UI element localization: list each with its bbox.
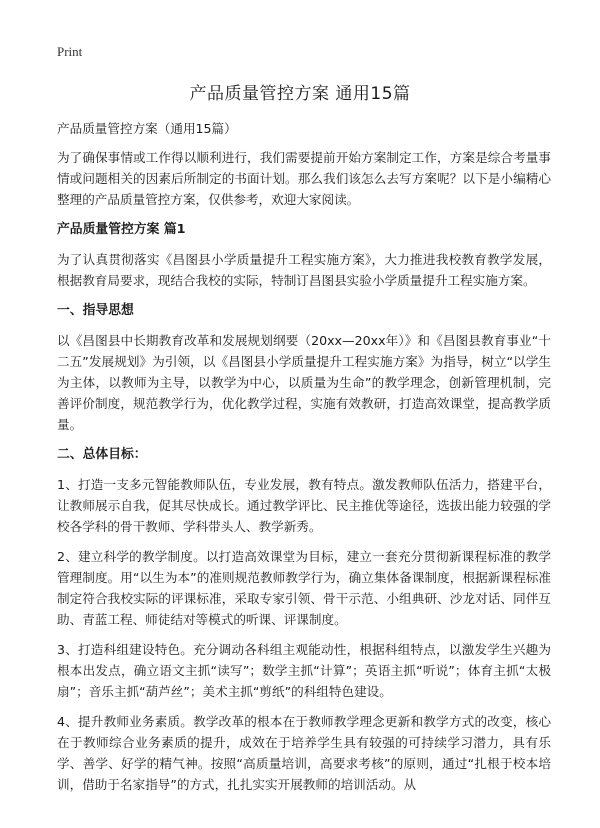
heading-overall-goals: 二、总体目标： xyxy=(57,447,147,462)
section-intro-paragraph: 为了认真贯彻落实《昌图县小学质量提升工程实施方案》，大力推进我校教育教学发展，根据教育局要求，现结合我校的实际，特制订昌图县实验小学质量提升工程实施方案。 xyxy=(57,252,551,288)
document-body xyxy=(57,118,551,804)
guiding-ideology-paragraph: 以《昌图县中长期教育改革和发展规划纲要（20xx—20xx年）》和《昌图县教育事业“十二五”发展规划》为引领，以《昌图县小学质量提升工程实施方案》为指导，树立“以学生为主体，以教师为主导，以教学为中心，以质量为生命”的教学理念，创新管理机制，完善评价制度，规范教学行为，优化教学过程，实施有效教研，打造高效课堂，提高教学质量。 xyxy=(57,333,551,432)
goal-paragraph-3: 3、打造科组建设特色。充分调动各科组主观能动性，根据科组特点，以激发学生兴趣为根本出发点，确立语文主抓“读写”；数学主抓“计算”；英语主抓“听说”；体育主抓“太极扇”；音乐主抓“葫芦丝”；美术主抓“剪纸”的科组特色建设。 xyxy=(57,642,551,699)
goal-paragraph-1: 1、打造一支多元智能教师队伍，专业发展，教有特点。激发教师队伍活力，搭建平台，让教师展示自我，促其尽快成长。通过教学评比、民主推优等途径，选拔出能力较强的学校各学科的骨干教师、学科带头人、教学新秀。 xyxy=(57,477,551,534)
goal-paragraph-4: 4、提升教师业务素质。教学改革的根本在于教师教学理念更新和教学方式的改变，核心在于教师综合业务素质的提升，成效在于培养学生具有较强的可持续学习潜力，具有乐学、善学、好学的精气神。按照“高质量培训，高要求考核”的原则，通过“扎根于校本培训，借助于名家指导”的方式，扎扎实实开展教师的培训活动。从 xyxy=(57,714,551,792)
intro-paragraph: 为了确保事情或工作得以顺利进行，我们需要提前开始方案制定工作，方案是综合考量事情或问题相关的因素后所制定的书面计划。那么我们该怎么去写方案呢？以下是小编精心整理的产品质量管控方案，仅供参考，欢迎大家阅读。 xyxy=(57,150,551,207)
print-label: Print xyxy=(57,44,83,59)
section-title: 产品质量管控方案 篇1 xyxy=(57,222,186,237)
document-subtitle: 产品质量管控方案（通用15篇） xyxy=(57,121,237,136)
document-title: 产品质量管控方案 通用15篇 xyxy=(189,84,411,104)
heading-guiding-ideology: 一、指导思想 xyxy=(57,303,134,318)
goal-paragraph-2: 2、建立科学的教学制度。以打造高效课堂为目标，建立一套充分贯彻新课程标准的教学管理制度。用“以生为本”的准则规范教师教学行为，确立集体备课制度，根据新课程标准制定符合我校实际的评课标准，采取专家引领、骨干示范、小组典研、沙龙对话、同伴互助、青蓝工程、师徒结对等模式的听课、评课制度。 xyxy=(57,549,551,627)
